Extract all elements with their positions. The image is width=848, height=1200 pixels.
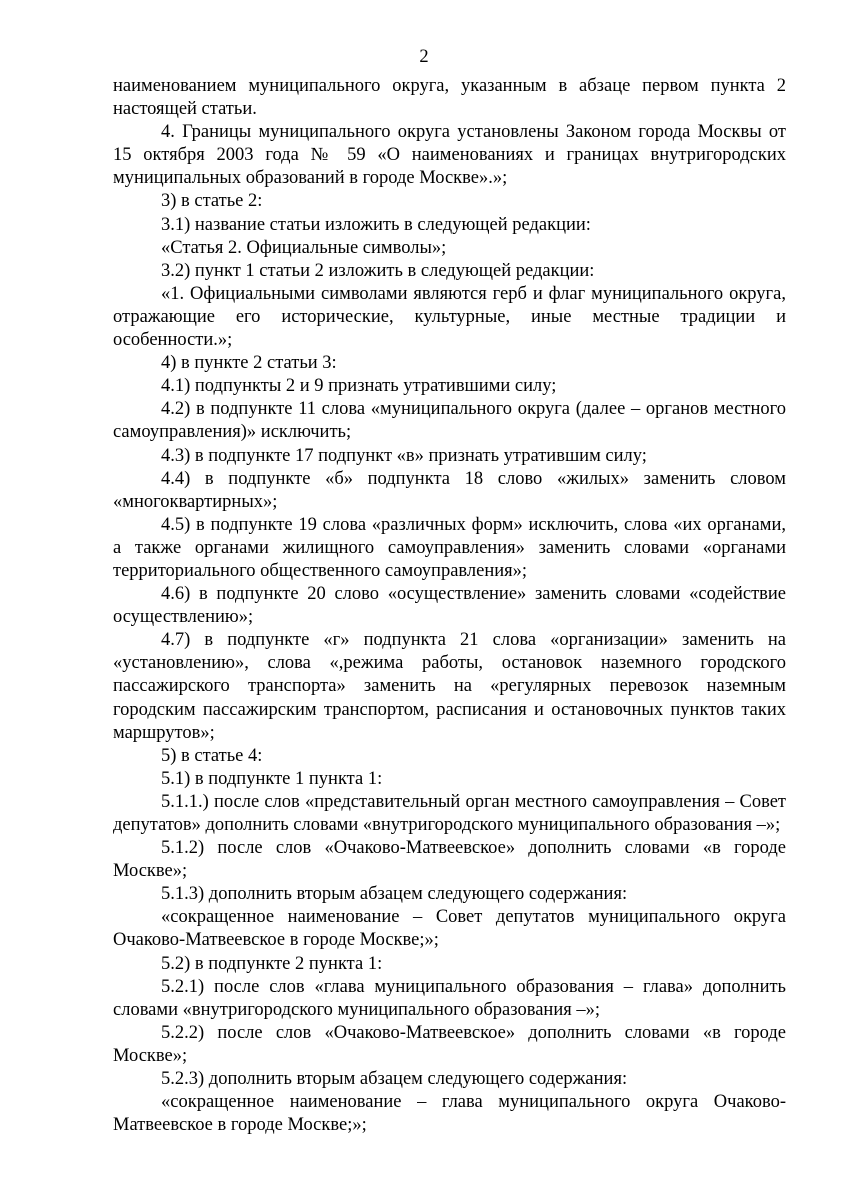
paragraph: 3.1) название статьи изложить в следующей редакции: — [161, 214, 591, 235]
paragraph: 4.1) подпункты 2 и 9 признать утратившими силу; — [161, 376, 557, 397]
paragraph: 4.5) в подпункте 19 слова «различных форм» исключить, слова «их органами, а также органами жилищного самоуправления» заменить словами «органами территориального общественного самоуправления»; — [113, 514, 786, 581]
paragraph: 5.2.1) после слов «глава муниципального образования – глава» дополнить словами «внутригородского муниципального образования –»; — [113, 976, 786, 1020]
paragraph: 5.1.3) дополнить вторым абзацем следующего содержания: — [161, 884, 628, 905]
paragraph: 5.1) в подпункте 1 пункта 1: — [161, 768, 383, 789]
paragraph: 5) в статье 4: — [161, 745, 263, 766]
paragraph: 4.3) в подпункте 17 подпункт «в» признать утратившим силу; — [161, 445, 647, 466]
document-body — [113, 75, 786, 1137]
paragraph: 4. Границы муниципального округа установлены Законом города Москвы от 15 октября 2003 года № 59 «О наименованиях и границах внутригородских муниципальных образований в городе Москве».»; — [113, 122, 786, 189]
paragraph: 3) в статье 2: — [161, 191, 263, 212]
paragraph: «сокращенное наименование – глава муниципального округа Очаково-Матвеевское в городе Москве;»; — [113, 1092, 786, 1136]
paragraph: 4.6) в подпункте 20 слово «осуществление» заменить словами «содействие осуществлению»; — [113, 584, 786, 628]
paragraph: 4.4) в подпункте «б» подпункта 18 слово «жилых» заменить словом «многоквартирных»; — [113, 468, 786, 512]
paragraph: 5.1.1.) после слов «представительный орган местного самоуправления – Совет депутатов» дополнить словами «внутригородского муниципального образования –»; — [113, 791, 786, 835]
paragraph: 4.2) в подпункте 11 слова «муниципального округа (далее – органов местного самоуправления)» исключить; — [113, 399, 786, 443]
paragraph: «сокращенное наименование – Совет депутатов муниципального округа Очаково-Матвеевское в городе Москве;»; — [113, 907, 786, 951]
paragraph: 3.2) пункт 1 статьи 2 изложить в следующей редакции: — [161, 260, 595, 281]
paragraph: 4) в пункте 2 статьи 3: — [161, 353, 337, 374]
paragraph: 5.2.3) дополнить вторым абзацем следующего содержания: — [161, 1069, 628, 1090]
paragraph: 5.2) в подпункте 2 пункта 1: — [161, 953, 383, 974]
paragraph: 5.1.2) после слов «Очаково-Матвеевское» дополнить словами «в городе Москве»; — [113, 838, 786, 882]
paragraph: 4.7) в подпункте «г» подпункта 21 слова «организации» заменить на «установлению», слова «,режима работы, остановок наземного городского пассажирского транспорта» заменить на «регулярных перевозок наземным городским пассажирским транспортом, расписания и остановочных пунктов таких маршрутов»; — [113, 630, 786, 743]
paragraph: наименованием муниципального округа, указанным в абзаце первом пункта 2 настоящей статьи. — [113, 76, 786, 120]
page-number: 2 — [419, 47, 429, 67]
paragraph: 5.2.2) после слов «Очаково-Матвеевское» дополнить словами «в городе Москве»; — [113, 1022, 786, 1066]
paragraph: «Статья 2. Официальные символы»; — [161, 237, 447, 258]
paragraph: «1. Официальными символами являются герб и флаг муниципального округа, отражающие его исторические, культурные, иные местные традиции и особенности.»; — [113, 283, 786, 351]
